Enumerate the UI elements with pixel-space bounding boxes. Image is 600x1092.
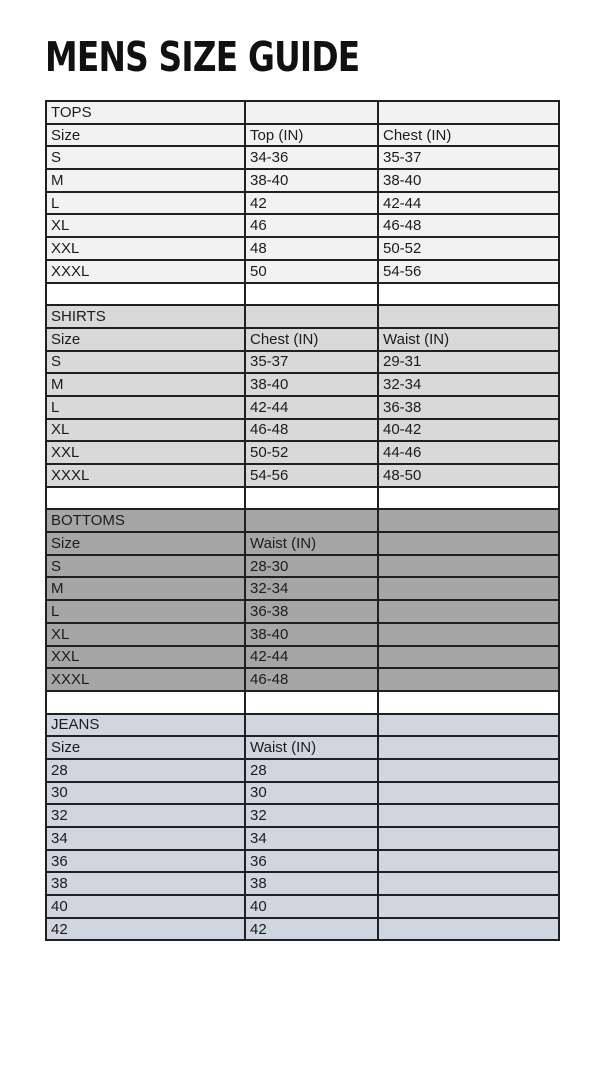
- shirts-data-row-cell: XL: [46, 419, 245, 442]
- tops-data-row-cell: 38-40: [378, 169, 559, 192]
- spacer-row: [46, 487, 559, 510]
- bottoms-data-row-cell: XXXL: [46, 668, 245, 691]
- shirts-data-row-cell: 46-48: [245, 419, 378, 442]
- jeans-data-row-cell: 40: [46, 895, 245, 918]
- shirts-section-title-row-cell: [378, 305, 559, 328]
- spacer-row-cell: [378, 283, 559, 306]
- jeans-data-row-cell: 28: [245, 759, 378, 782]
- bottoms-data-row-cell: 32-34: [245, 577, 378, 600]
- shirts-data-row: [46, 464, 559, 487]
- shirts-data-row-cell: 38-40: [245, 373, 378, 396]
- jeans-section-title-row-cell: [245, 714, 378, 737]
- bottoms-data-row-cell: [378, 623, 559, 646]
- shirts-section-title-row-cell: [245, 305, 378, 328]
- tops-data-row-cell: 42-44: [378, 192, 559, 215]
- bottoms-section-title-row: [46, 509, 559, 532]
- shirts-data-row-cell: 48-50: [378, 464, 559, 487]
- jeans-data-row-cell: 42: [245, 918, 378, 941]
- tops-data-row-cell: XL: [46, 214, 245, 237]
- jeans-data-row-cell: [378, 782, 559, 805]
- tops-data-row-cell: 35-37: [378, 146, 559, 169]
- tops-section-title-row-cell: [378, 101, 559, 124]
- bottoms-data-row: [46, 577, 559, 600]
- jeans-data-row-cell: 32: [46, 804, 245, 827]
- jeans-data-row: [46, 872, 559, 895]
- jeans-data-row-cell: 34: [46, 827, 245, 850]
- size-guide-page: [0, 33, 600, 941]
- bottoms-data-row-cell: 28-30: [245, 555, 378, 578]
- bottoms-data-row: [46, 600, 559, 623]
- spacer-row-cell: [378, 691, 559, 714]
- bottoms-column-header-row-cell: [378, 532, 559, 555]
- jeans-column-header-row-cell: [378, 736, 559, 759]
- spacer-row-cell: [46, 283, 245, 306]
- shirts-data-row-cell: 44-46: [378, 441, 559, 464]
- shirts-data-row-cell: L: [46, 396, 245, 419]
- tops-data-row-cell: 54-56: [378, 260, 559, 283]
- spacer-row-cell: [245, 691, 378, 714]
- shirts-column-header-row-cell: Chest (IN): [245, 328, 378, 351]
- bottoms-data-row-cell: S: [46, 555, 245, 578]
- spacer-row-cell: [46, 487, 245, 510]
- jeans-data-row-cell: 42: [46, 918, 245, 941]
- jeans-data-row-cell: [378, 827, 559, 850]
- shirts-data-row-cell: 50-52: [245, 441, 378, 464]
- tops-data-row-cell: 50: [245, 260, 378, 283]
- tops-data-row-cell: 46: [245, 214, 378, 237]
- tops-data-row-cell: 34-36: [245, 146, 378, 169]
- tops-column-header-row: [46, 124, 559, 147]
- spacer-row-cell: [378, 487, 559, 510]
- spacer-row-cell: [245, 283, 378, 306]
- jeans-section-title-row-cell: [378, 714, 559, 737]
- bottoms-data-row-cell: 36-38: [245, 600, 378, 623]
- bottoms-data-row-cell: L: [46, 600, 245, 623]
- jeans-data-row-cell: 30: [46, 782, 245, 805]
- jeans-column-header-row-cell: Size: [46, 736, 245, 759]
- tops-data-row-cell: 42: [245, 192, 378, 215]
- jeans-data-row: [46, 782, 559, 805]
- tops-column-header-row-cell: Size: [46, 124, 245, 147]
- bottoms-data-row-cell: XXL: [46, 646, 245, 669]
- jeans-data-row: [46, 759, 559, 782]
- bottoms-data-row-cell: XL: [46, 623, 245, 646]
- shirts-data-row-cell: 32-34: [378, 373, 559, 396]
- shirts-data-row-cell: M: [46, 373, 245, 396]
- shirts-data-row-cell: 29-31: [378, 351, 559, 374]
- tops-data-row: [46, 237, 559, 260]
- jeans-section-title-row: [46, 714, 559, 737]
- tops-data-row-cell: L: [46, 192, 245, 215]
- spacer-row: [46, 691, 559, 714]
- bottoms-data-row-cell: [378, 555, 559, 578]
- tops-data-row-cell: 48: [245, 237, 378, 260]
- tops-data-row-cell: M: [46, 169, 245, 192]
- size-guide-table: [45, 100, 560, 941]
- tops-section-title-row-cell: TOPS: [46, 101, 245, 124]
- jeans-data-row: [46, 918, 559, 941]
- jeans-data-row-cell: [378, 872, 559, 895]
- tops-section-title-row-cell: [245, 101, 378, 124]
- bottoms-data-row-cell: M: [46, 577, 245, 600]
- tops-data-row-cell: 46-48: [378, 214, 559, 237]
- jeans-column-header-row: [46, 736, 559, 759]
- jeans-data-row-cell: [378, 759, 559, 782]
- tops-data-row: [46, 169, 559, 192]
- tops-data-row: [46, 260, 559, 283]
- jeans-data-row-cell: 36: [46, 850, 245, 873]
- tops-data-row-cell: 50-52: [378, 237, 559, 260]
- jeans-data-row-cell: 34: [245, 827, 378, 850]
- bottoms-column-header-row: [46, 532, 559, 555]
- jeans-data-row-cell: 36: [245, 850, 378, 873]
- bottoms-data-row-cell: 42-44: [245, 646, 378, 669]
- spacer-row-cell: [245, 487, 378, 510]
- bottoms-section-title-row-cell: [245, 509, 378, 532]
- jeans-data-row-cell: [378, 918, 559, 941]
- jeans-data-row-cell: [378, 804, 559, 827]
- shirts-data-row-cell: XXL: [46, 441, 245, 464]
- jeans-data-row-cell: [378, 850, 559, 873]
- tops-data-row: [46, 192, 559, 215]
- shirts-data-row-cell: 35-37: [245, 351, 378, 374]
- bottoms-data-row-cell: [378, 577, 559, 600]
- jeans-section-title-row-cell: JEANS: [46, 714, 245, 737]
- shirts-section-title-row: [46, 305, 559, 328]
- shirts-data-row: [46, 441, 559, 464]
- bottoms-column-header-row-cell: Waist (IN): [245, 532, 378, 555]
- shirts-column-header-row-cell: Waist (IN): [378, 328, 559, 351]
- jeans-data-row-cell: 40: [245, 895, 378, 918]
- bottoms-data-row-cell: [378, 646, 559, 669]
- shirts-section-title-row-cell: SHIRTS: [46, 305, 245, 328]
- shirts-data-row: [46, 419, 559, 442]
- bottoms-data-row-cell: [378, 668, 559, 691]
- tops-data-row: [46, 214, 559, 237]
- bottoms-data-row: [46, 668, 559, 691]
- shirts-data-row-cell: 42-44: [245, 396, 378, 419]
- bottoms-data-row: [46, 555, 559, 578]
- tops-column-header-row-cell: Top (IN): [245, 124, 378, 147]
- tops-column-header-row-cell: Chest (IN): [378, 124, 559, 147]
- size-guide-table-body: [46, 101, 559, 940]
- bottoms-data-row-cell: 38-40: [245, 623, 378, 646]
- bottoms-data-row: [46, 646, 559, 669]
- shirts-data-row-cell: 40-42: [378, 419, 559, 442]
- tops-section-title-row: [46, 101, 559, 124]
- jeans-data-row-cell: 28: [46, 759, 245, 782]
- jeans-data-row-cell: [378, 895, 559, 918]
- tops-data-row: [46, 146, 559, 169]
- spacer-row: [46, 283, 559, 306]
- shirts-data-row: [46, 351, 559, 374]
- shirts-data-row: [46, 396, 559, 419]
- bottoms-section-title-row-cell: [378, 509, 559, 532]
- bottoms-section-title-row-cell: BOTTOMS: [46, 509, 245, 532]
- jeans-data-row: [46, 895, 559, 918]
- shirts-data-row: [46, 373, 559, 396]
- page-title: MENS SIZE GUIDE: [45, 33, 360, 81]
- jeans-column-header-row-cell: Waist (IN): [245, 736, 378, 759]
- shirts-column-header-row-cell: Size: [46, 328, 245, 351]
- tops-data-row-cell: S: [46, 146, 245, 169]
- tops-data-row-cell: XXXL: [46, 260, 245, 283]
- jeans-data-row: [46, 804, 559, 827]
- tops-data-row-cell: XXL: [46, 237, 245, 260]
- jeans-data-row: [46, 827, 559, 850]
- jeans-data-row-cell: 30: [245, 782, 378, 805]
- shirts-column-header-row: [46, 328, 559, 351]
- shirts-data-row-cell: 36-38: [378, 396, 559, 419]
- jeans-data-row-cell: 32: [245, 804, 378, 827]
- shirts-data-row-cell: 54-56: [245, 464, 378, 487]
- shirts-data-row-cell: S: [46, 351, 245, 374]
- bottoms-column-header-row-cell: Size: [46, 532, 245, 555]
- shirts-data-row-cell: XXXL: [46, 464, 245, 487]
- spacer-row-cell: [46, 691, 245, 714]
- jeans-data-row-cell: 38: [245, 872, 378, 895]
- tops-data-row-cell: 38-40: [245, 169, 378, 192]
- bottoms-data-row: [46, 623, 559, 646]
- bottoms-data-row-cell: 46-48: [245, 668, 378, 691]
- jeans-data-row: [46, 850, 559, 873]
- bottoms-data-row-cell: [378, 600, 559, 623]
- jeans-data-row-cell: 38: [46, 872, 245, 895]
